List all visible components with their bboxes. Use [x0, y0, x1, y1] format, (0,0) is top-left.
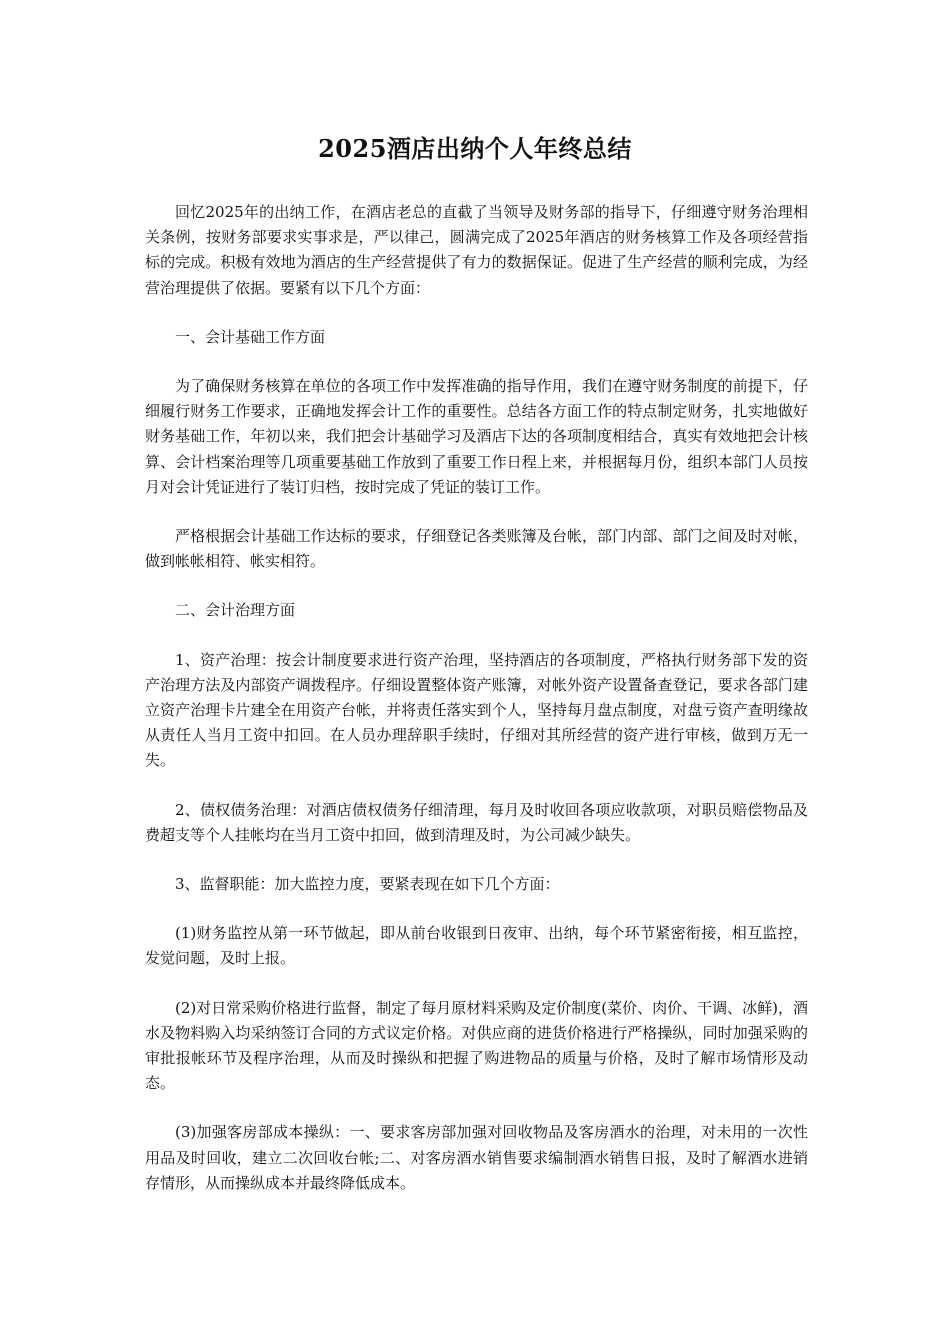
paragraph-supervision-item-3: (3)加强客房部成本操纵：一、要求客房部加强对回收物品及客房酒水的治理，对未用的一次性用品及时回收，建立二次回收台帐;二、对客房酒水销售要求编制酒水销售日报，及时了解酒水进销存情形，从而操纵成本并最终降低成本。 [145, 1123, 808, 1192]
paragraph-accounting-basics: 为了确保财务核算在单位的各项工作中发挥准确的指导作用，我们在遵守财务制度的前提下，仔细履行财务工作要求，正确地发挥会计工作的重要性。总结各方面工作的特点制定财务，扎实地做好财务基础工作，年初以来，我们把会计基础学习及酒店下达的各项制度相结合，真实有效地把会计核算、会计档案治理等几项重要基础工作放到了重要工作日程上来，并根据每月份，组织本部门人员按月对会计凭证进行了装订归档，按时完成了凭证的装订工作。 [145, 377, 808, 496]
paragraph-supervision: 3、监督职能：加大监控力度，要紧表现在如下几个方面： [175, 875, 560, 894]
document-title: 2025酒店出纳个人年终总结 [318, 134, 632, 163]
paragraph-ledger-reconciliation: 严格根据会计基础工作达标的要求，仔细登记各类账簿及台帐，部门内部、部门之间及时对帐，做到帐帐相符、帐实相符。 [145, 527, 808, 571]
paragraph-asset-management: 1、资产治理：按会计制度要求进行资产治理，坚持酒店的各项制度，严格执行财务部下发的资产治理方法及内部资产调拨程序。仔细设置整体资产账簿，对帐外资产设置备查登记，要求各部门建立资产治理卡片建全在用资产台帐，并将责任落实到个人，坚持每月盘点制度，对盘亏资产查明缘故从责任人当月工资中扣回。在人员办理辞职手续时，仔细对其所经营的资产进行审核，做到万无一失。 [145, 650, 808, 770]
paragraph-debt-management: 2、债权债务治理：对酒店债权债务仔细清理，每月及时收回各项应收款项，对职员赔偿物品及 费超支等个人挂帐均在当月工资中扣回，做到清理及时，为公司减少缺失。 [145, 800, 824, 844]
paragraph-supervision-item-1: (1)财务监控从第一环节做起，即从前台收银到日夜审、出纳，每个环节紧密衔接，相互监控，发觉问题，及时上报。 [145, 924, 808, 968]
document-body [145, 200, 824, 1220]
section-heading-accounting-basics: 一、会计基础工作方面 [175, 327, 326, 346]
paragraph-intro: 回忆2025年的出纳工作，在酒店老总的直截了当领导及财务部的指导下，仔细遵守财务治理相关条例，按财务部要求实事求是，严以律己，圆满完成了2025年酒店的财务核算工作及各项经营指标的完成。积极有效地为酒店的生产经营提供了有力的数据保证。促进了生产经营的顺利完成，为经营治理提供了依据。要紧有以下几个方面： [145, 203, 808, 297]
paragraph-supervision-item-2: (2)对日常采购价格进行监督，制定了每月原材料采购及定价制度(菜价、肉价、干调、冰鲜)，酒水及物料购入均采纳签订合同的方式议定价格。对供应商的进货价格进行严格操纵，同时加强采购的审批报帐环节及程序治理，从而及时操纵和把握了购进物品的质量与价格，及时了解市场情形及动态。 [145, 998, 808, 1093]
section-heading-accounting-management: 二、会计治理方面 [175, 601, 296, 620]
